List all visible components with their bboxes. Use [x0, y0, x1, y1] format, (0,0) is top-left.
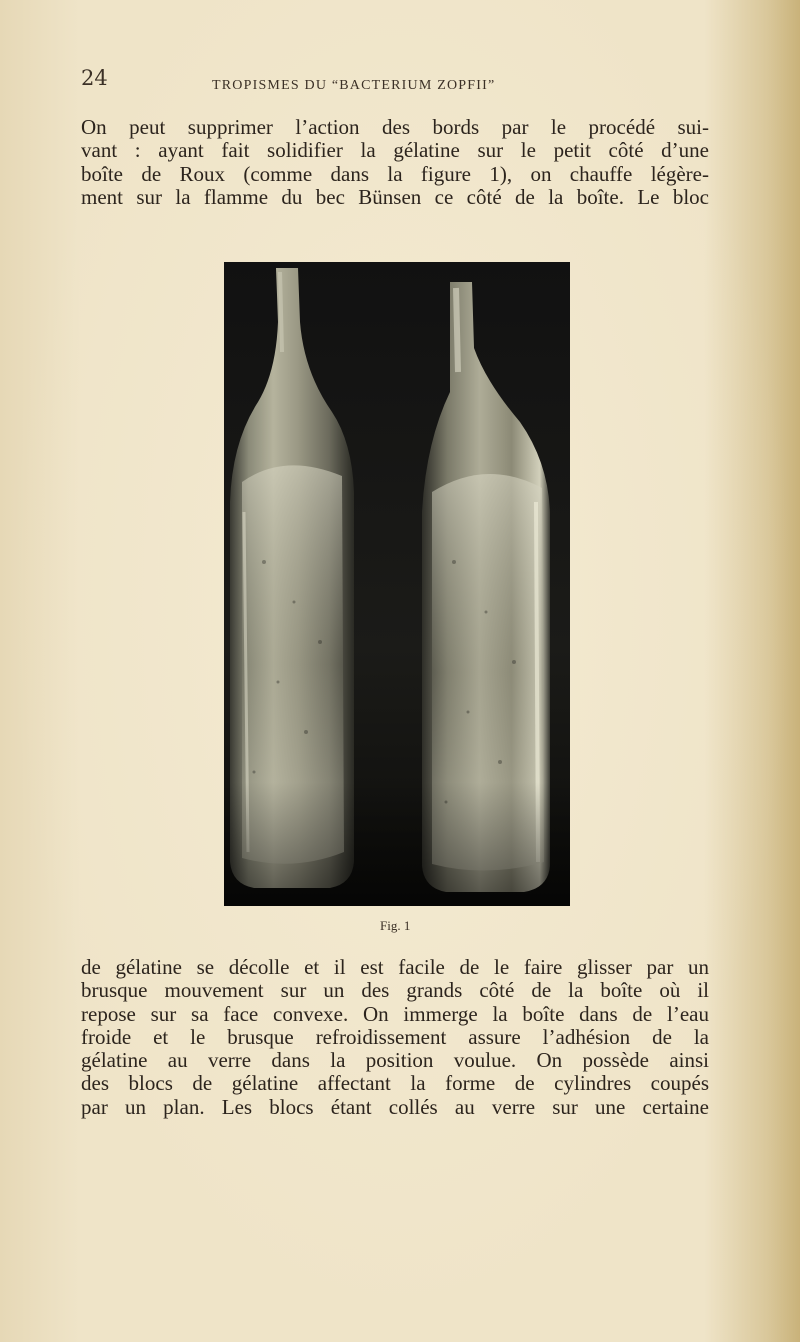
figure-caption: Fig. 1 [380, 918, 411, 933]
text-line: par un plan. Les blocs étant collés au verre sur une certaine [81, 1094, 709, 1119]
text-line: boîte de Roux (comme dans la figure 1), on chauffe légère- [81, 161, 709, 186]
text-line: des blocs de gélatine affectant la forme de cylindres coupés [81, 1071, 709, 1096]
paragraph-bottom [81, 956, 709, 1119]
text-line: brusque mouvement sur un des grands côté de la boîte où il [81, 978, 709, 1003]
text-line: froide et le brusque refroidissement assure l’adhésion de la [81, 1024, 709, 1049]
running-head: TROPISMES DU “BACTERIUM ZOPFII” [212, 78, 496, 93]
text-line: repose sur sa face convexe. On immerge la boîte dans de l’eau [81, 1001, 709, 1026]
page-number: 24 [81, 66, 108, 90]
paragraph-top [81, 116, 709, 209]
text-line: gélatine au verre dans la position voulue. On possède ainsi [81, 1048, 709, 1073]
text-line: vant : ayant fait solidifier la gélatine sur le petit côté d’une [81, 138, 709, 163]
text-line: de gélatine se décolle et il est facile de le faire glisser par un [81, 955, 709, 979]
text-line: On peut supprimer l’action des bords par le procédé sui- [81, 115, 709, 139]
text-line: ment sur la flamme du bec Bünsen ce côté de la boîte. Le bloc [81, 184, 709, 209]
figure-photo-two-flasks [224, 262, 570, 906]
